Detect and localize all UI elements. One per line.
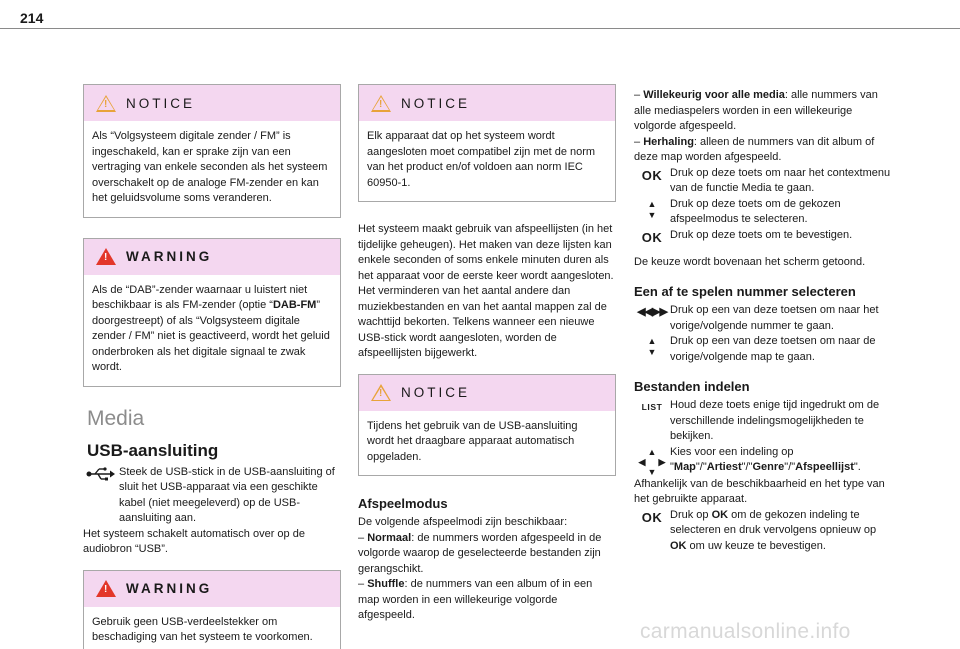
prev-next-track-text: Druk op een van deze toetsen om naar het vorige/volgende nummer te gaan. [670,304,879,332]
ok-confirm-row [634,228,892,245]
ok-button-icon: OK [641,229,663,245]
warning-box-2 [83,570,341,649]
warning-header-2 [84,571,340,607]
page-number: 214 [20,10,44,26]
prev-next-track-row [634,303,892,334]
warning-header [84,239,340,275]
warning-box [83,238,341,387]
playmode-repeat: – Herhaling: alleen de nummers van dit album of deze map worden afgespeeld. [634,135,875,163]
warning-title-2: WARNING [126,581,213,596]
section-title-sort-files: Bestanden indelen [634,379,750,394]
updown-text: Druk op deze toets om de gekozen afspeelmodus te selecteren. [670,197,841,225]
choice-shown-text: De keuze wordt bovenaan het scherm getoond. [634,255,866,268]
list-text: Houd deze toets enige tijd ingedrukt om de verschillende indelingsmogelijkheden te bekijken. [670,399,880,442]
caution-icon: ! [96,95,116,112]
ok-button-icon: OK [641,167,663,183]
notice-box-3 [358,374,616,477]
notice-title: NOTICE [126,95,196,111]
usb-instruction [83,465,341,527]
playlist-paragraph-1: Het systeem maakt gebruik van afspeellijsten (in het tijdelijke geheugen). Het maken van deze lijsten kan enkele seconden of soms enkele minuten duren als het apparaat voor de eerste keer wordt aangesloten. [358,223,614,282]
section-title-playmode: Afspeelmodus [358,496,448,511]
usb-text-2: Het systeem schakelt automatisch over op de audiobron “USB”. [83,527,305,555]
playmode-random-all: – Willekeurig voor alle media: alle nummers van alle mediaspelers worden in een willekeurige volgorde afgespeeld. [634,89,878,132]
prev-next-folder-row [634,334,892,365]
notice-header [84,85,340,121]
section-title-media: Media [87,406,145,430]
watermark: carmanualsonline.info [640,620,851,643]
usb-icon [83,465,119,481]
section-title-select-track: Een af te spelen nummer selecteren [634,284,856,299]
notice-title-3: NOTICE [401,385,471,400]
notice-text-3: Tijdens het gebruik van de USB-aansluiting wordt het draagbare apparaat automatisch opgeladen. [367,419,578,463]
up-down-arrows-icon: ▲ ▼ [647,198,657,220]
warning-icon: ! [96,580,116,597]
notice-header-3 [359,375,615,411]
notice-title-2: NOTICE [401,95,471,111]
prev-next-folder-text: Druk op een van deze toetsen om naar de vorige/volgende map te gaan. [670,335,876,363]
notice-text: Als “Volgsysteem digitale zender / FM” is ingeschakeld, kan er sprake zijn van een vertraging van enkele seconden als het systeem overschakelt op de analoge FM-zender en kan het geluidsvolume soms veranderen. [92,130,328,204]
sort-choice-row [634,445,892,477]
warning-text: Als de “DAB”-zender waarnaar u luistert niet beschikbaar is als FM-zender (optie “DAB-FM” doorgestreept) of als “Volgsysteem digitale zender / FM” niet is geactiveerd, wordt het geluid onderbroken als het digitale signaal te zwak wordt. [92,283,330,373]
playlist-paragraph-2: Het verminderen van het aantal andere dan muziekbestanden en van het aantal mappen zal de wachttijd bekorten. Telkens wanneer een nieuwe USB-stick wordt aangesloten, worden de afspeellijsten bijgewerkt. [358,285,607,359]
ok-button-icon: OK [641,509,663,525]
column-right [634,88,892,554]
playmode-normal: – Normaal: de nummers worden afgespeeld in de volgorde waarop de geselecteerde bestanden zijn gerangschikt. [358,531,602,575]
caution-icon: ! [371,95,391,112]
availability-text: Afhankelijk van de beschikbaarheid en het type van het gebruikte apparaat. [634,477,885,505]
ok-menu-row [634,166,892,197]
usb-text: Steek de USB-stick in de USB-aansluiting of sluit het USB-apparaat via een geschikte kabel (niet meegeleverd) op de USB-aansluiting aan. [119,465,335,524]
four-way-arrows-icon: ▲ ◀ ▶ ▼ [638,446,666,477]
caution-icon: ! [371,384,391,401]
list-button-icon: LIST [641,402,663,412]
column-left [83,84,341,649]
notice-header-2 [359,85,615,121]
notice-box [83,84,341,218]
ok-confirm-text: Druk op deze toets om te bevestigen. [670,228,853,241]
warning-text-2: Gebruik geen USB-verdeelstekker om beschadiging van het systeem te voorkomen. [92,615,313,643]
notice-box-2 [358,84,616,202]
list-row [634,398,892,445]
ok-sort-row [634,508,892,555]
ok-menu-text: Druk op deze toets om naar het contextmenu van de functie Media te gaan. [670,166,891,194]
warning-title: WARNING [126,249,213,264]
playmode-intro: De volgende afspeelmodi zijn beschikbaar: [358,516,568,528]
prev-next-icon: ◀◀ ▶▶ [637,306,667,318]
sort-choice-text: Kies voor een indeling op "Map"/"Artiest"/"Genre"/"Afspeellijst". [670,445,861,473]
column-middle [358,84,616,624]
section-title-usb: USB-aansluiting [87,440,219,460]
ok-sort-text: Druk op OK om de gekozen indeling te selecteren en druk vervolgens opnieuw op OK om uw keuze te bevestigen. [670,508,877,552]
up-down-arrows-icon: ▲ ▼ [647,336,657,357]
warning-icon: ! [96,248,116,265]
header-rule [0,28,960,29]
updown-row [634,197,892,228]
playmode-shuffle: – Shuffle: de nummers van een album of in een map worden in een willekeurige volgorde afgespeeld. [358,578,593,621]
notice-text-2: Elk apparaat dat op het systeem wordt aangesloten moet compatibel zijn met de norm van het product en/of voldoen aan norm IEC 60950-1. [367,130,596,189]
